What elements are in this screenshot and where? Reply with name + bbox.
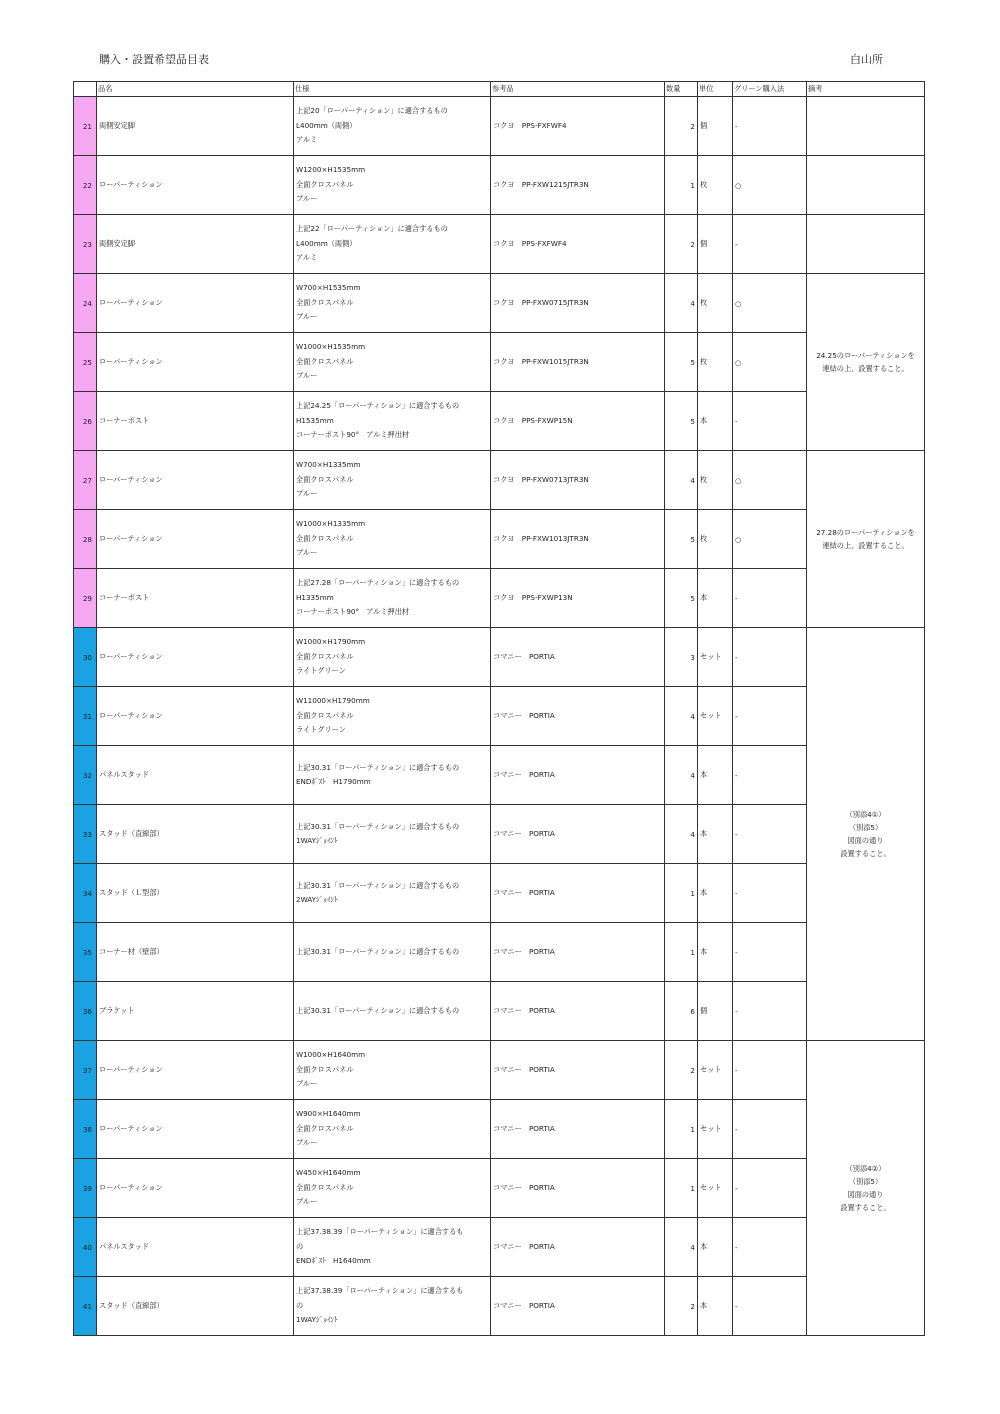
item-name: ローパーティション bbox=[97, 333, 294, 392]
spec-line: W1000×H1790mm bbox=[296, 637, 366, 647]
header-reference: 参考品 bbox=[491, 82, 665, 97]
item-reference: コクヨ PPS-FXFWF4 bbox=[491, 97, 665, 156]
spec-line: 上記24.25「ローパーティション」に適合するもの bbox=[296, 401, 460, 411]
spec-line: 上記37.38.39「ローパーティション」に適合するも bbox=[296, 1286, 464, 1296]
row-number: 41 bbox=[74, 1277, 97, 1336]
item-name: スタッド（直線部） bbox=[97, 1277, 294, 1336]
item-reference: コマニー PORTIA bbox=[491, 1277, 665, 1336]
header-row bbox=[74, 82, 925, 97]
item-quantity: 1 bbox=[665, 1159, 698, 1218]
remarks-line: 設置すること。 bbox=[840, 1203, 891, 1212]
table-row bbox=[74, 628, 925, 687]
spec-line: W11000×H1790mm bbox=[296, 696, 370, 706]
item-reference: コマニー PORTIA bbox=[491, 746, 665, 805]
spec-line: ブルー bbox=[296, 489, 318, 499]
item-green-purchase: ○ bbox=[733, 451, 807, 510]
item-quantity: 4 bbox=[665, 746, 698, 805]
item-name: スタッド（直線部） bbox=[97, 805, 294, 864]
item-spec bbox=[294, 1100, 491, 1159]
item-name: ローパーティション bbox=[97, 156, 294, 215]
spec-line: W700×H1335mm bbox=[296, 460, 361, 470]
item-name: パネルスタッド bbox=[97, 1218, 294, 1277]
item-unit: セット bbox=[698, 628, 733, 687]
item-spec bbox=[294, 1277, 491, 1336]
spec-line: ENDﾎﾟｽﾄ H1790mm bbox=[296, 777, 371, 786]
item-reference: コマニー PORTIA bbox=[491, 805, 665, 864]
row-number: 22 bbox=[74, 156, 97, 215]
row-number: 30 bbox=[74, 628, 97, 687]
item-reference: コマニー PORTIA bbox=[491, 628, 665, 687]
table-row bbox=[74, 982, 925, 1041]
item-spec bbox=[294, 333, 491, 392]
remarks-line: 図面の通り bbox=[847, 836, 884, 845]
spec-line: 全面クロスパネル bbox=[296, 1123, 354, 1133]
item-spec bbox=[294, 805, 491, 864]
table-row bbox=[74, 746, 925, 805]
document-title: 購入・設置希望品目表 bbox=[99, 53, 209, 66]
table-row bbox=[74, 510, 925, 569]
spec-line: 1WAYｼﾞｮｲﾝﾄ bbox=[296, 836, 338, 845]
spec-line: アルミ bbox=[296, 253, 318, 263]
item-unit: 個 bbox=[698, 982, 733, 1041]
spec-line: ブルー bbox=[296, 1079, 318, 1089]
table-row bbox=[74, 1218, 925, 1277]
item-spec bbox=[294, 746, 491, 805]
item-quantity: 6 bbox=[665, 982, 698, 1041]
spec-line: 全面クロスパネル bbox=[296, 1182, 354, 1192]
item-name: 両側安定脚 bbox=[97, 215, 294, 274]
item-unit: 本 bbox=[698, 746, 733, 805]
header-remarks: 摘考 bbox=[807, 82, 925, 97]
item-green-purchase: - bbox=[733, 923, 807, 982]
item-unit: 本 bbox=[698, 569, 733, 628]
spec-line: 上記27.28「ローパーティション」に適合するもの bbox=[296, 578, 460, 588]
item-quantity: 4 bbox=[665, 805, 698, 864]
item-spec bbox=[294, 97, 491, 156]
office-name: 白山所 bbox=[850, 53, 883, 66]
remarks-line: 27.28のローパーティションを bbox=[816, 528, 915, 537]
row-number: 35 bbox=[74, 923, 97, 982]
item-reference: コマニー PORTIA bbox=[491, 687, 665, 746]
item-green-purchase: ○ bbox=[733, 156, 807, 215]
item-quantity: 1 bbox=[665, 1100, 698, 1159]
item-spec bbox=[294, 156, 491, 215]
table-row bbox=[74, 392, 925, 451]
row-number: 40 bbox=[74, 1218, 97, 1277]
spec-line: W700×H1535mm bbox=[296, 283, 361, 293]
item-name: ローパーティション bbox=[97, 510, 294, 569]
item-unit: 本 bbox=[698, 392, 733, 451]
row-number: 21 bbox=[74, 97, 97, 156]
table-row bbox=[74, 1159, 925, 1218]
table-row bbox=[74, 923, 925, 982]
item-quantity: 1 bbox=[665, 923, 698, 982]
item-name: ローパーティション bbox=[97, 274, 294, 333]
item-green-purchase: - bbox=[733, 215, 807, 274]
item-reference: コクヨ PP-FXW0715JTR3N bbox=[491, 274, 665, 333]
table-row bbox=[74, 156, 925, 215]
item-spec bbox=[294, 864, 491, 923]
spec-line: ライトグリーン bbox=[296, 666, 346, 676]
table-row bbox=[74, 569, 925, 628]
item-green-purchase: - bbox=[733, 746, 807, 805]
item-quantity: 4 bbox=[665, 1218, 698, 1277]
item-quantity: 4 bbox=[665, 451, 698, 510]
spec-line: H1335mm bbox=[296, 592, 334, 602]
table-row bbox=[74, 805, 925, 864]
spec-line: 全面クロスパネル bbox=[296, 533, 354, 543]
item-name: ブラケット bbox=[97, 982, 294, 1041]
item-spec bbox=[294, 274, 491, 333]
spec-line: W1200×H1535mm bbox=[296, 165, 366, 175]
spec-line: 上記30.31「ローパーティション」に適合するもの bbox=[296, 1005, 460, 1015]
row-number: 37 bbox=[74, 1041, 97, 1100]
spec-line: 全面クロスパネル bbox=[296, 651, 354, 661]
item-reference: コマニー PORTIA bbox=[491, 1100, 665, 1159]
item-reference: コクヨ PPS-FXWP15N bbox=[491, 392, 665, 451]
item-quantity: 3 bbox=[665, 628, 698, 687]
remarks-line: 連結の上、設置すること。 bbox=[822, 541, 909, 550]
item-spec bbox=[294, 628, 491, 687]
spec-line: ブルー bbox=[296, 371, 318, 381]
item-name: コーナーポスト bbox=[97, 569, 294, 628]
remarks-line: 設置すること。 bbox=[840, 849, 891, 858]
item-quantity: 2 bbox=[665, 215, 698, 274]
item-green-purchase: ○ bbox=[733, 333, 807, 392]
item-green-purchase: - bbox=[733, 1218, 807, 1277]
spec-line: の bbox=[296, 1241, 304, 1251]
item-remarks bbox=[807, 97, 925, 156]
item-unit: 本 bbox=[698, 864, 733, 923]
item-spec bbox=[294, 1041, 491, 1100]
item-name: ローパーティション bbox=[97, 451, 294, 510]
spec-line: ENDﾎﾟｽﾄ H1640mm bbox=[296, 1256, 371, 1266]
spec-line: ブルー bbox=[296, 194, 318, 204]
item-reference: コクヨ PP-FXW0713JTR3N bbox=[491, 451, 665, 510]
item-spec bbox=[294, 510, 491, 569]
row-number: 23 bbox=[74, 215, 97, 274]
item-green-purchase: - bbox=[733, 1159, 807, 1218]
spec-line: 上記37.38.39「ローパーティション」に適合するも bbox=[296, 1227, 464, 1237]
header-name: 品名 bbox=[97, 82, 294, 97]
item-name: ローパーティション bbox=[97, 1159, 294, 1218]
item-unit: 枚 bbox=[698, 510, 733, 569]
spec-line: 上記30.31「ローパーティション」に適合するもの bbox=[296, 821, 460, 831]
item-remarks bbox=[807, 215, 925, 274]
header-unit: 単位 bbox=[698, 82, 733, 97]
item-green-purchase: ○ bbox=[733, 510, 807, 569]
item-unit: 本 bbox=[698, 1277, 733, 1336]
item-reference: コクヨ PP-FXW1013JTR3N bbox=[491, 510, 665, 569]
item-unit: 個 bbox=[698, 97, 733, 156]
item-green-purchase: - bbox=[733, 687, 807, 746]
row-number: 25 bbox=[74, 333, 97, 392]
item-name: コーナーポスト bbox=[97, 392, 294, 451]
row-number: 34 bbox=[74, 864, 97, 923]
item-unit: 枚 bbox=[698, 451, 733, 510]
item-reference: コマニー PORTIA bbox=[491, 864, 665, 923]
item-remarks bbox=[807, 451, 925, 628]
row-number: 24 bbox=[74, 274, 97, 333]
header-quantity: 数量 bbox=[665, 82, 698, 97]
item-green-purchase: - bbox=[733, 97, 807, 156]
table-row bbox=[74, 274, 925, 333]
table-row bbox=[74, 1041, 925, 1100]
item-spec bbox=[294, 923, 491, 982]
item-green-purchase: - bbox=[733, 392, 807, 451]
item-green-purchase: - bbox=[733, 1277, 807, 1336]
item-name: ローパーティション bbox=[97, 628, 294, 687]
remarks-line: （別添4①） bbox=[845, 810, 886, 819]
spec-line: 全面クロスパネル bbox=[296, 1064, 354, 1074]
item-reference: コマニー PORTIA bbox=[491, 982, 665, 1041]
item-quantity: 1 bbox=[665, 156, 698, 215]
spec-line: W1000×H1535mm bbox=[296, 342, 366, 352]
item-spec bbox=[294, 569, 491, 628]
items-table bbox=[73, 81, 925, 1336]
item-unit: セット bbox=[698, 1159, 733, 1218]
item-unit: 枚 bbox=[698, 274, 733, 333]
row-number: 38 bbox=[74, 1100, 97, 1159]
item-green-purchase: - bbox=[733, 1100, 807, 1159]
spec-line: L400mm（両側） bbox=[296, 238, 357, 248]
row-number: 29 bbox=[74, 569, 97, 628]
item-remarks bbox=[807, 274, 925, 451]
item-reference: コクヨ PP-FXW1215JTR3N bbox=[491, 156, 665, 215]
item-green-purchase: ○ bbox=[733, 274, 807, 333]
item-unit: 本 bbox=[698, 805, 733, 864]
header-green: グリーン購入法 bbox=[733, 82, 807, 97]
item-spec bbox=[294, 451, 491, 510]
item-spec bbox=[294, 687, 491, 746]
item-quantity: 2 bbox=[665, 1041, 698, 1100]
item-name: ローパーティション bbox=[97, 1041, 294, 1100]
spec-line: 上記30.31「ローパーティション」に適合するもの bbox=[296, 946, 460, 956]
spec-line: 全面クロスパネル bbox=[296, 356, 354, 366]
header-spec: 仕様 bbox=[294, 82, 491, 97]
spec-line: W1000×H1640mm bbox=[296, 1050, 366, 1060]
spec-line: 上記20「ローパーティション」に適合するもの bbox=[296, 106, 448, 116]
item-remarks bbox=[807, 1041, 925, 1336]
table-row bbox=[74, 97, 925, 156]
item-remarks bbox=[807, 628, 925, 1041]
item-name: ローパーティション bbox=[97, 1100, 294, 1159]
row-number: 33 bbox=[74, 805, 97, 864]
item-unit: 本 bbox=[698, 1218, 733, 1277]
spec-line: 上記30.31「ローパーティション」に適合するもの bbox=[296, 880, 460, 890]
spec-line: 全面クロスパネル bbox=[296, 179, 354, 189]
spec-line: ブルー bbox=[296, 1138, 318, 1148]
row-number: 28 bbox=[74, 510, 97, 569]
item-reference: コクヨ PPS-FXWP13N bbox=[491, 569, 665, 628]
remarks-line: （別添5） bbox=[848, 823, 883, 832]
table-row bbox=[74, 1277, 925, 1336]
item-name: ローパーティション bbox=[97, 687, 294, 746]
item-reference: コマニー PORTIA bbox=[491, 923, 665, 982]
spec-line: アルミ bbox=[296, 135, 318, 145]
item-remarks bbox=[807, 156, 925, 215]
item-quantity: 2 bbox=[665, 1277, 698, 1336]
item-green-purchase: - bbox=[733, 1041, 807, 1100]
item-quantity: 5 bbox=[665, 392, 698, 451]
item-quantity: 1 bbox=[665, 864, 698, 923]
item-quantity: 4 bbox=[665, 687, 698, 746]
item-reference: コクヨ PPS-FXFWF4 bbox=[491, 215, 665, 274]
item-quantity: 5 bbox=[665, 510, 698, 569]
table-row bbox=[74, 451, 925, 510]
spec-line: ブルー bbox=[296, 312, 318, 322]
spec-line: 全面クロスパネル bbox=[296, 710, 354, 720]
spec-line: 上記22「ローパーティション」に適合するもの bbox=[296, 224, 448, 234]
spec-line: W450×H1640mm bbox=[296, 1168, 361, 1178]
item-reference: コマニー PORTIA bbox=[491, 1218, 665, 1277]
item-spec bbox=[294, 1218, 491, 1277]
row-number: 39 bbox=[74, 1159, 97, 1218]
item-unit: 個 bbox=[698, 215, 733, 274]
row-number: 36 bbox=[74, 982, 97, 1041]
spec-line: ブルー bbox=[296, 548, 318, 558]
spec-line: W900×H1640mm bbox=[296, 1109, 361, 1119]
item-green-purchase: - bbox=[733, 982, 807, 1041]
header-no bbox=[74, 82, 97, 97]
item-unit: 本 bbox=[698, 923, 733, 982]
item-unit: 枚 bbox=[698, 333, 733, 392]
item-green-purchase: - bbox=[733, 864, 807, 923]
remarks-line: 図面の通り bbox=[847, 1190, 884, 1199]
item-unit: 枚 bbox=[698, 156, 733, 215]
spec-line: H1535mm bbox=[296, 415, 334, 425]
row-number: 31 bbox=[74, 687, 97, 746]
item-reference: コマニー PORTIA bbox=[491, 1159, 665, 1218]
spec-line: 全面クロスパネル bbox=[296, 474, 354, 484]
spec-line: 上記30.31「ローパーティション」に適合するもの bbox=[296, 762, 460, 772]
table-row bbox=[74, 333, 925, 392]
row-number: 26 bbox=[74, 392, 97, 451]
remarks-line: 24.25のローパーティションを bbox=[816, 351, 915, 360]
item-spec bbox=[294, 982, 491, 1041]
item-reference: コマニー PORTIA bbox=[491, 1041, 665, 1100]
spec-line: ブルー bbox=[296, 1197, 318, 1207]
spec-line: 全面クロスパネル bbox=[296, 297, 354, 307]
remarks-line: （別添4②） bbox=[845, 1164, 886, 1173]
item-spec bbox=[294, 215, 491, 274]
table-row bbox=[74, 215, 925, 274]
item-quantity: 2 bbox=[665, 97, 698, 156]
table-row bbox=[74, 864, 925, 923]
spec-line: の bbox=[296, 1300, 304, 1310]
table-row bbox=[74, 1100, 925, 1159]
remarks-line: （別添5） bbox=[848, 1177, 883, 1186]
item-green-purchase: - bbox=[733, 569, 807, 628]
item-quantity: 5 bbox=[665, 333, 698, 392]
item-green-purchase: - bbox=[733, 805, 807, 864]
item-green-purchase: - bbox=[733, 628, 807, 687]
spec-line: W1000×H1335mm bbox=[296, 519, 366, 529]
item-unit: セット bbox=[698, 1041, 733, 1100]
item-unit: セット bbox=[698, 687, 733, 746]
item-name: パネルスタッド bbox=[97, 746, 294, 805]
item-reference: コクヨ PP-FXW1015JTR3N bbox=[491, 333, 665, 392]
item-quantity: 4 bbox=[665, 274, 698, 333]
item-unit: セット bbox=[698, 1100, 733, 1159]
spec-line: ライトグリーン bbox=[296, 725, 346, 735]
item-spec bbox=[294, 392, 491, 451]
item-name: コーナー材（壁部） bbox=[97, 923, 294, 982]
spec-line: L400mm（両側） bbox=[296, 120, 357, 130]
item-quantity: 5 bbox=[665, 569, 698, 628]
table-row bbox=[74, 687, 925, 746]
remarks-line: 連結の上、設置すること。 bbox=[822, 364, 909, 373]
spec-line: 2WAYｼﾞｮｲﾝﾄ bbox=[296, 895, 338, 904]
item-spec bbox=[294, 1159, 491, 1218]
spec-line: コーナーポスト90° アルミ押出材 bbox=[296, 607, 410, 617]
row-number: 27 bbox=[74, 451, 97, 510]
item-name: スタッド（Ｌ型部） bbox=[97, 864, 294, 923]
row-number: 32 bbox=[74, 746, 97, 805]
item-name: 両側安定脚 bbox=[97, 97, 294, 156]
spec-line: コーナーポスト90° アルミ押出材 bbox=[296, 430, 410, 440]
spec-line: 1WAYｼﾞｮｲﾝﾄ bbox=[296, 1315, 338, 1325]
